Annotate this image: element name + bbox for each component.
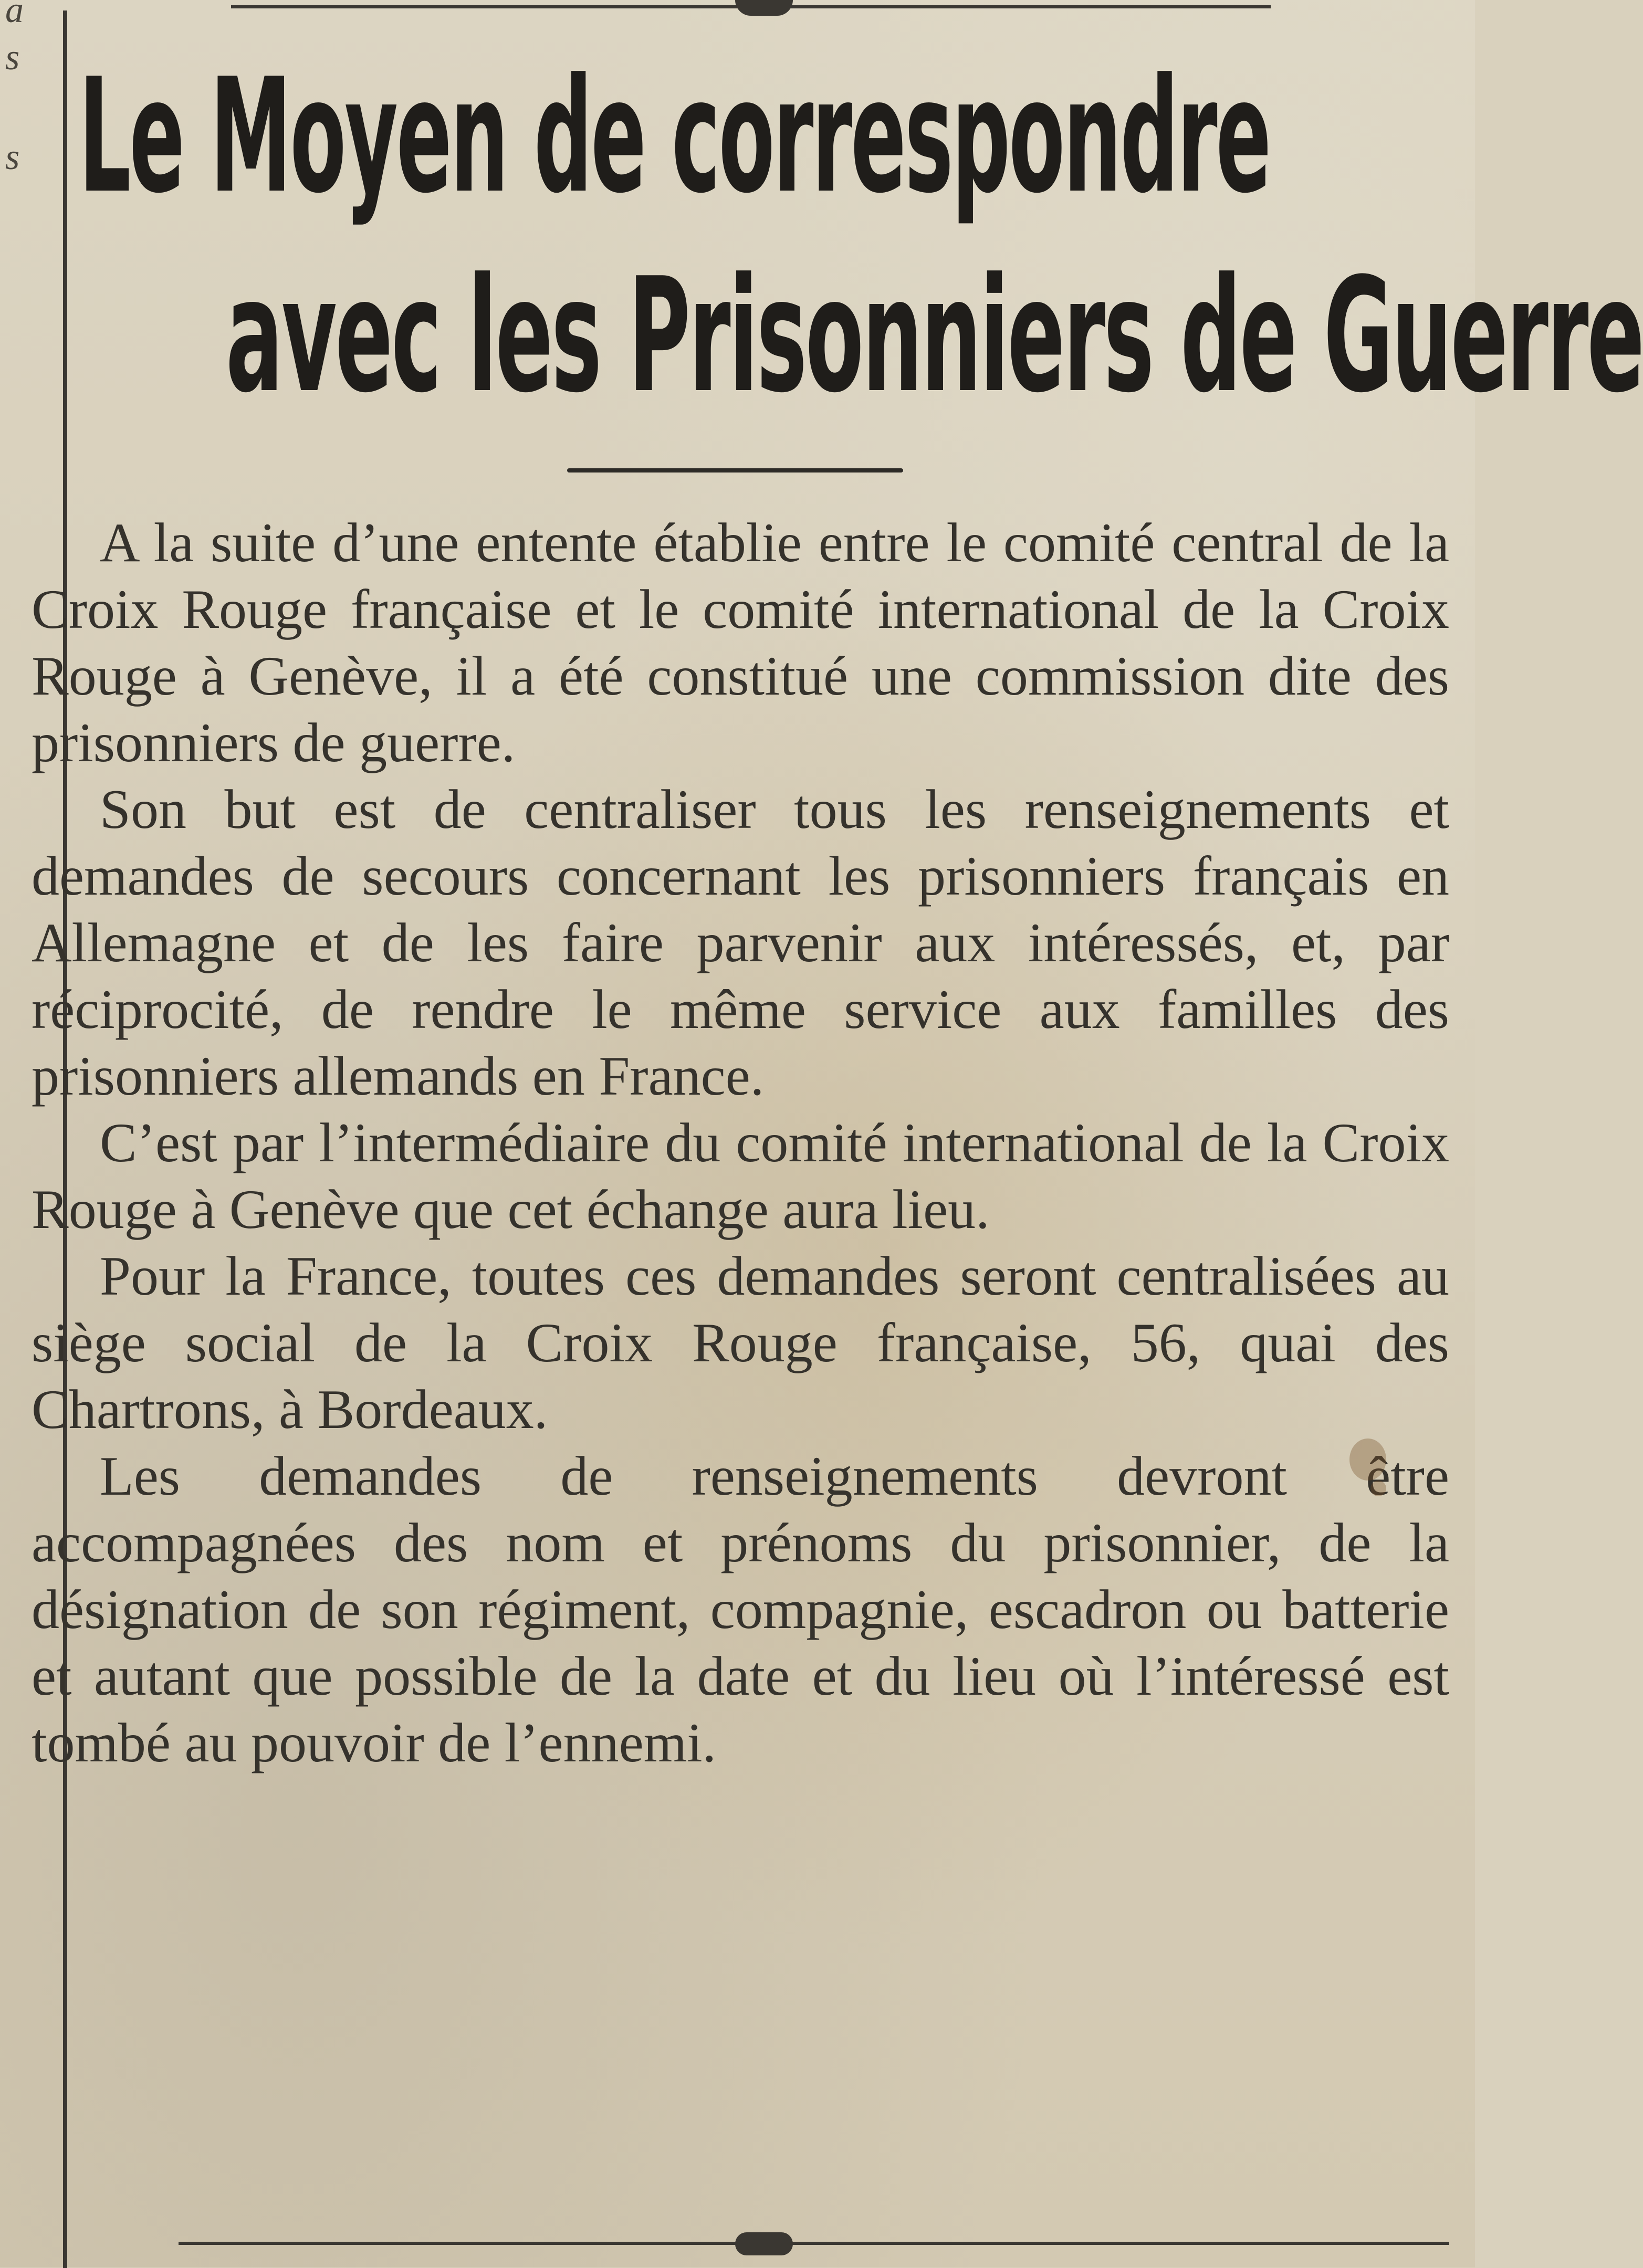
- headline-line-2: avec les Prisonniers de Guerre: [226, 244, 1643, 427]
- margin-fragment: a: [5, 0, 24, 30]
- paragraph: A la suite d’une entente établie entre le comité central de la Croix Rouge française et le comité international de la Croix Rouge à Genève, il a été constitué une commission dite des prisonniers de guerre.: [32, 512, 1449, 773]
- bottom-ornament: [735, 2232, 793, 2255]
- top-ornament: [735, 0, 793, 16]
- headline-underline: [567, 468, 903, 472]
- headline-line-1: Le Moyen de correspondre: [79, 45, 1270, 228]
- paragraph: Son but est de centraliser tous les renseignements et demandes de secours concernant les prisonniers français en Allemagne et de les faire parvenir aux intéressés, et, par réciprocité, de rendre le même service aux familles des prisonniers allemands en France.: [32, 779, 1449, 1107]
- bottom-rule: [179, 2242, 1449, 2245]
- paragraph: C’est par l’intermédiaire du comité international de la Croix Rouge à Genève que cet échange aura lieu.: [32, 1112, 1449, 1240]
- ink-stain: [1349, 1438, 1386, 1480]
- ink-stain: [1370, 1480, 1386, 1496]
- margin-fragment: s: [5, 137, 20, 177]
- article-body: [32, 509, 1449, 1776]
- margin-fragment: s: [5, 37, 20, 78]
- paragraph: Pour la France, toutes ces demandes seront centralisées au siège social de la Croix Rouge française, 56, quai des Chartrons, à Bordeaux.: [32, 1245, 1449, 1440]
- paragraph: Les demandes de renseignements devront être accompagnées des nom et prénoms du prisonnier, de la désignation de son régiment, compagnie, escadron ou batterie et autant que possible de la date et du lieu où l’intéressé est tombé au pouvoir de l’ennemi.: [32, 1445, 1449, 1773]
